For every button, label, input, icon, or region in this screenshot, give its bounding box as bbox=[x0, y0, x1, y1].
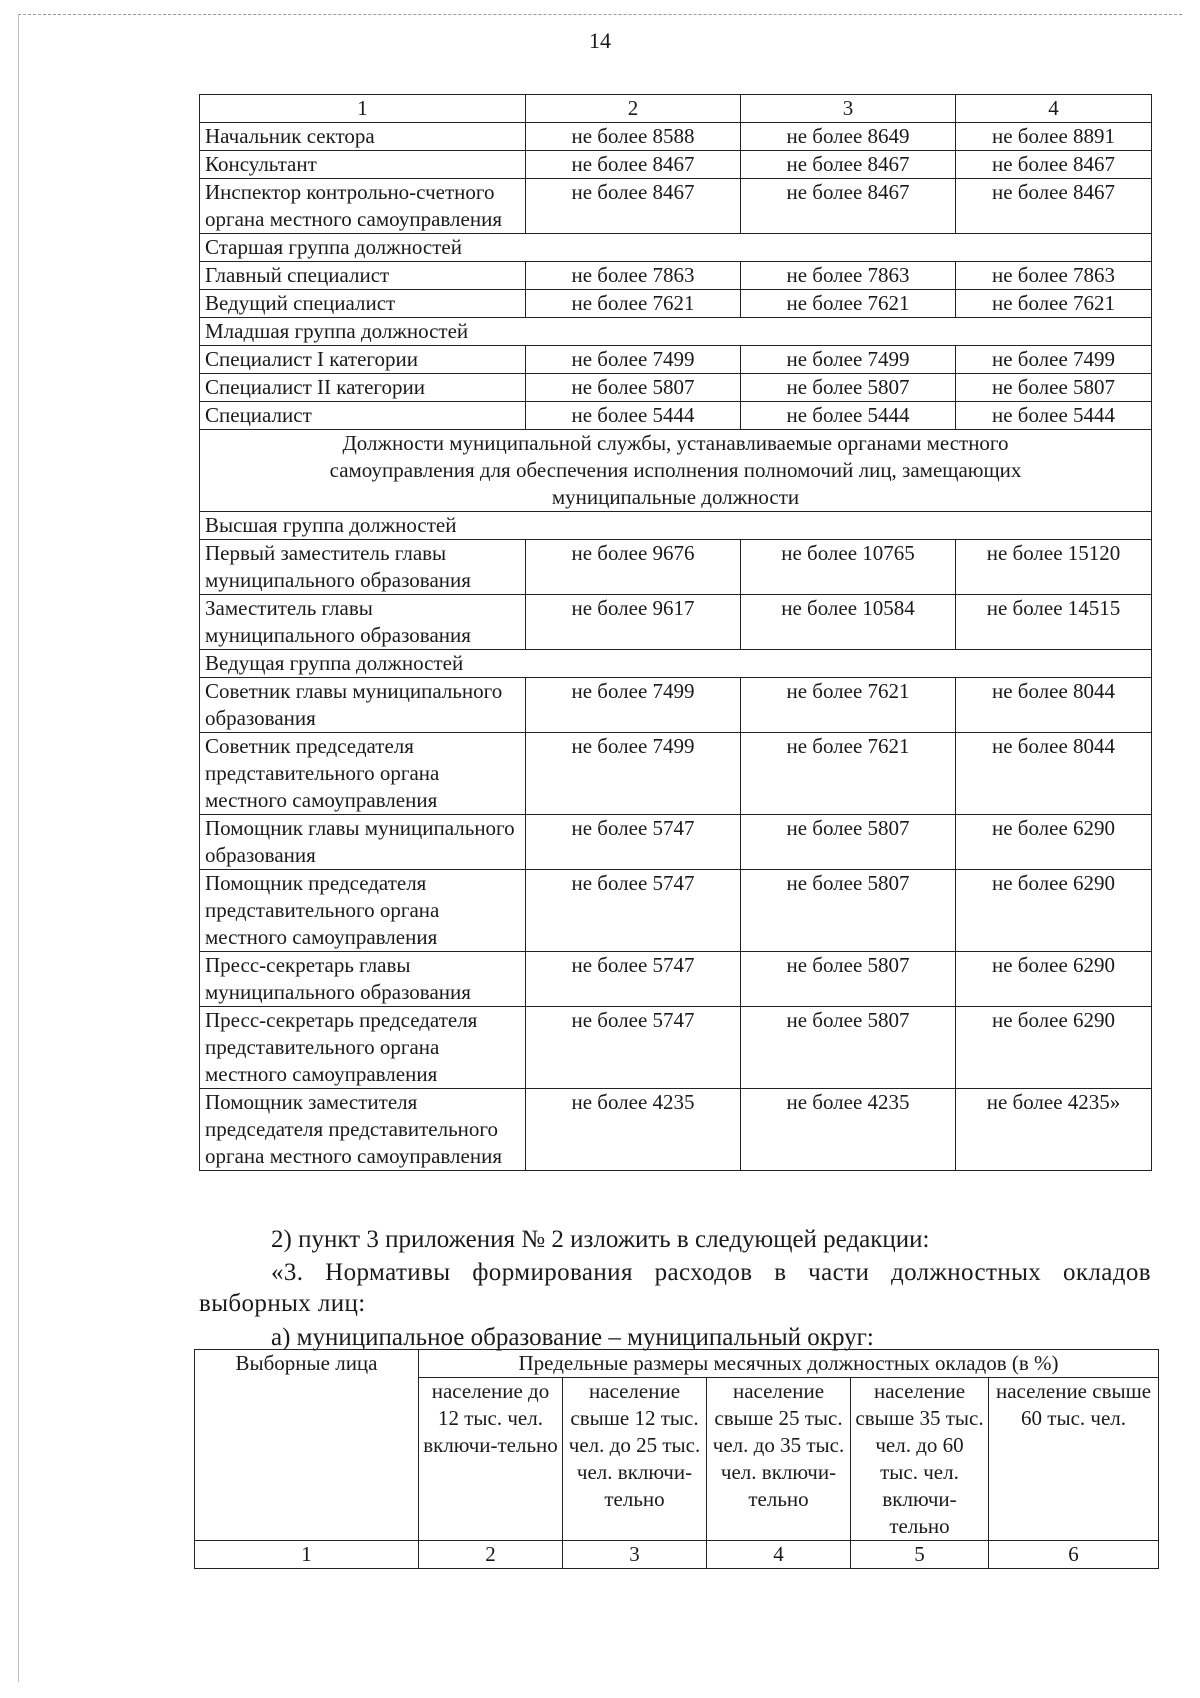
salary-value: не более 4235 bbox=[741, 1089, 956, 1171]
salary-table bbox=[199, 94, 1152, 1171]
position-name: Специалист II категории bbox=[200, 374, 526, 402]
column-number-cell: 2 bbox=[526, 95, 741, 123]
table-row bbox=[200, 733, 1152, 815]
salary-value: не более 4235 bbox=[526, 1089, 741, 1171]
subheader-cell: население свыше 35 тыс. чел. до 60 тыс. чел. включи-тельно bbox=[851, 1378, 989, 1541]
salary-value: не более 10765 bbox=[741, 540, 956, 595]
position-name: Ведущий специалист bbox=[200, 290, 526, 318]
salary-value: не более 8588 bbox=[526, 123, 741, 151]
table-row bbox=[200, 815, 1152, 870]
salary-value: не более 5807 bbox=[741, 815, 956, 870]
table-row bbox=[200, 151, 1152, 179]
salary-value: не более 8467 bbox=[956, 179, 1152, 234]
salary-value: не более 6290 bbox=[956, 1007, 1152, 1089]
salary-value: не более 8044 bbox=[956, 678, 1152, 733]
table-row bbox=[200, 346, 1152, 374]
col-header-elected: Выборные лица bbox=[195, 1350, 419, 1541]
salary-value: не более 7621 bbox=[526, 290, 741, 318]
number-cell: 3 bbox=[563, 1541, 707, 1569]
group-row bbox=[200, 234, 1152, 262]
salary-value: не более 7621 bbox=[956, 290, 1152, 318]
number-cell: 4 bbox=[707, 1541, 851, 1569]
elected-officials-table bbox=[194, 1349, 1159, 1569]
salary-value: не более 5444 bbox=[526, 402, 741, 430]
salary-value: не более 7621 bbox=[741, 290, 956, 318]
group-row bbox=[200, 650, 1152, 678]
table-row bbox=[200, 595, 1152, 650]
position-name: Первый заместитель главы муниципального образования bbox=[200, 540, 526, 595]
subheader-cell: население свыше 12 тыс. чел. до 25 тыс. чел. включи-тельно bbox=[563, 1378, 707, 1541]
salary-value: не более 5807 bbox=[741, 952, 956, 1007]
salary-value: не более 15120 bbox=[956, 540, 1152, 595]
number-cell: 6 bbox=[989, 1541, 1159, 1569]
table-row bbox=[200, 290, 1152, 318]
table-row bbox=[200, 374, 1152, 402]
salary-value: не более 5444 bbox=[956, 402, 1152, 430]
salary-value: не более 5747 bbox=[526, 952, 741, 1007]
group-heading: Старшая группа должностей bbox=[200, 234, 1152, 262]
salary-value: не более 7621 bbox=[741, 678, 956, 733]
paragraph-subitem-a: а) муниципальное образование – муниципальный округ: bbox=[271, 1324, 874, 1351]
salary-value: не более 9676 bbox=[526, 540, 741, 595]
column-number-cell: 3 bbox=[741, 95, 956, 123]
salary-value: не более 8467 bbox=[526, 179, 741, 234]
salary-value: не более 7499 bbox=[956, 346, 1152, 374]
position-name: Советник председателя представительного органа местного самоуправления bbox=[200, 733, 526, 815]
salary-value: не более 8044 bbox=[956, 733, 1152, 815]
salary-value: не более 5807 bbox=[741, 870, 956, 952]
salary-value: не более 6290 bbox=[956, 815, 1152, 870]
salary-value: не более 5747 bbox=[526, 870, 741, 952]
position-name: Пресс-секретарь главы муниципального образования bbox=[200, 952, 526, 1007]
salary-value: не более 7499 bbox=[741, 346, 956, 374]
subheader-cell: население до 12 тыс. чел. включи-тельно bbox=[419, 1378, 563, 1541]
salary-value: не более 7863 bbox=[741, 262, 956, 290]
table-row bbox=[200, 402, 1152, 430]
position-name: Специалист bbox=[200, 402, 526, 430]
section-row bbox=[200, 430, 1152, 512]
salary-value: не более 8467 bbox=[741, 151, 956, 179]
salary-value: не более 9617 bbox=[526, 595, 741, 650]
salary-value: не более 7499 bbox=[526, 346, 741, 374]
header-row bbox=[200, 95, 1152, 123]
table-row bbox=[200, 123, 1152, 151]
salary-value: не более 5807 bbox=[956, 374, 1152, 402]
number-row bbox=[195, 1541, 1159, 1569]
group-heading: Высшая группа должностей bbox=[200, 512, 1152, 540]
position-name: Помощник главы муниципального образования bbox=[200, 815, 526, 870]
salary-value: не более 8649 bbox=[741, 123, 956, 151]
section-heading: Должности муниципальной службы, устанавливаемые органами местного самоуправления для обеспечения исполнения полномочий лиц, замещающих муниципальные должности bbox=[200, 430, 1152, 512]
position-name: Консультант bbox=[200, 151, 526, 179]
salary-value: не более 8467 bbox=[741, 179, 956, 234]
subheader-cell: население свыше 25 тыс. чел. до 35 тыс. чел. включи-тельно bbox=[707, 1378, 851, 1541]
salary-value: не более 5444 bbox=[741, 402, 956, 430]
salary-value: не более 8467 bbox=[526, 151, 741, 179]
group-heading: Ведущая группа должностей bbox=[200, 650, 1152, 678]
paragraph-item-2: 2) пункт 3 приложения № 2 изложить в следующей редакции: bbox=[271, 1226, 930, 1253]
salary-value: не более 14515 bbox=[956, 595, 1152, 650]
table-row bbox=[200, 1089, 1152, 1171]
group-row bbox=[200, 512, 1152, 540]
salary-value: не более 8467 bbox=[956, 151, 1152, 179]
salary-value: не более 5807 bbox=[741, 374, 956, 402]
salary-value: не более 5807 bbox=[741, 1007, 956, 1089]
position-name: Специалист I категории bbox=[200, 346, 526, 374]
salary-value: не более 7499 bbox=[526, 678, 741, 733]
column-number-cell: 1 bbox=[200, 95, 526, 123]
column-number-cell: 4 bbox=[956, 95, 1152, 123]
table-row bbox=[200, 870, 1152, 952]
table-row bbox=[200, 179, 1152, 234]
salary-value: не более 6290 bbox=[956, 952, 1152, 1007]
salary-value: не более 7863 bbox=[526, 262, 741, 290]
position-name: Помощник председателя представительного органа местного самоуправления bbox=[200, 870, 526, 952]
number-cell: 2 bbox=[419, 1541, 563, 1569]
table-row bbox=[200, 952, 1152, 1007]
salary-value: не более 7621 bbox=[741, 733, 956, 815]
salary-value: не более 6290 bbox=[956, 870, 1152, 952]
paragraph-norms-heading: «3. Нормативы формирования расходов в части должностных окладов выборных лиц: bbox=[199, 1259, 1151, 1317]
salary-value: не более 5747 bbox=[526, 1007, 741, 1089]
position-name: Инспектор контрольно-счетного органа местного самоуправления bbox=[200, 179, 526, 234]
page-number: 14 bbox=[589, 28, 611, 53]
salary-value: не более 7863 bbox=[956, 262, 1152, 290]
group-header: Предельные размеры месячных должностных окладов (в %) bbox=[419, 1350, 1159, 1378]
salary-value: не более 5747 bbox=[526, 815, 741, 870]
table-row bbox=[200, 1007, 1152, 1089]
number-cell: 1 bbox=[195, 1541, 419, 1569]
number-cell: 5 bbox=[851, 1541, 989, 1569]
header-row bbox=[195, 1350, 1159, 1378]
position-name: Пресс-секретарь председателя представительного органа местного самоуправления bbox=[200, 1007, 526, 1089]
position-name: Главный специалист bbox=[200, 262, 526, 290]
group-heading: Младшая группа должностей bbox=[200, 318, 1152, 346]
table-row bbox=[200, 262, 1152, 290]
position-name: Советник главы муниципального образования bbox=[200, 678, 526, 733]
position-name: Начальник сектора bbox=[200, 123, 526, 151]
position-name: Помощник заместителя председателя представительного органа местного самоуправления bbox=[200, 1089, 526, 1171]
salary-value: не более 10584 bbox=[741, 595, 956, 650]
subheader-cell: население свыше 60 тыс. чел. bbox=[989, 1378, 1159, 1541]
group-row bbox=[200, 318, 1152, 346]
table-row bbox=[200, 540, 1152, 595]
salary-value: не более 7499 bbox=[526, 733, 741, 815]
salary-value: не более 8891 bbox=[956, 123, 1152, 151]
position-name: Заместитель главы муниципального образования bbox=[200, 595, 526, 650]
salary-value: не более 4235» bbox=[956, 1089, 1152, 1171]
table-row bbox=[200, 678, 1152, 733]
salary-value: не более 5807 bbox=[526, 374, 741, 402]
